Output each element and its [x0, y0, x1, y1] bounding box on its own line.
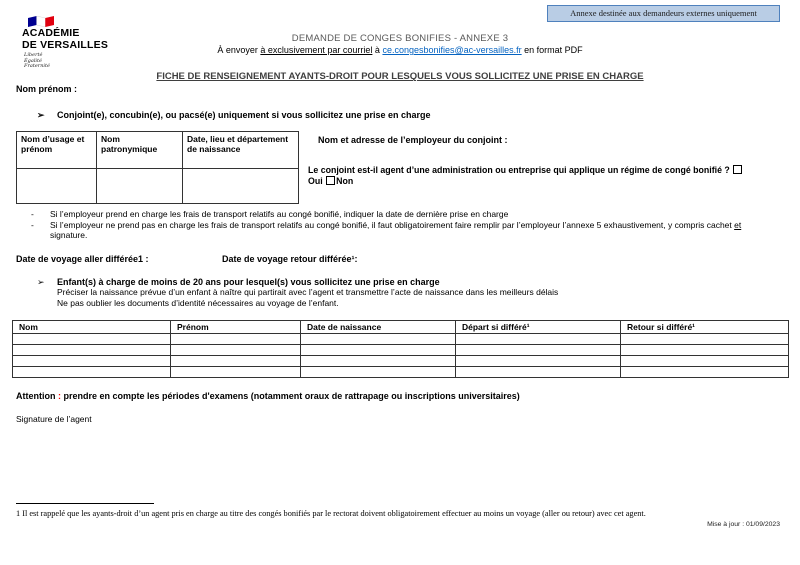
spouse-table: [16, 131, 299, 204]
motto-line: Liberté: [24, 52, 43, 58]
empty-cell: [171, 367, 301, 378]
last-updated: Mise à jour : 01/09/2023: [707, 521, 780, 528]
dash-bullet-icon: -: [31, 209, 34, 219]
children-section-text: [57, 277, 558, 308]
empty-cell: [621, 356, 789, 367]
children-col-nom: Nom: [13, 321, 171, 334]
attention-note: [16, 391, 520, 401]
document-title: DEMANDE DE CONGES BONIFIES - ANNEXE 3: [291, 33, 509, 44]
empty-cell: [171, 356, 301, 367]
spouse-bullet-text: Conjoint(e), concubin(e), ou pacsé(e) uniquement si vous sollicitez une prise en charge: [57, 110, 431, 120]
empty-cell: [456, 345, 621, 356]
send-connector: à: [372, 45, 383, 55]
note-text-underlined: et: [734, 220, 742, 230]
empty-cell: [621, 334, 789, 345]
children-col-retour: Retour si différé¹: [621, 321, 789, 334]
signature-label: Signature de l’agent: [16, 414, 92, 424]
empty-cell: [301, 345, 456, 356]
email-link[interactable]: ce.congesbonifies@ac-versailles.fr: [382, 45, 522, 55]
list-item: [31, 209, 755, 219]
empty-cell: [456, 356, 621, 367]
form-subtitle: [0, 71, 800, 82]
spouse-cell-usage-name: [17, 169, 97, 204]
empty-cell: [171, 345, 301, 356]
name-field-label: Nom prénom :: [16, 84, 78, 94]
note-text: Si l’employeur prend en charge les frais de transport relatifs au congé bonifié, indiquer la date de dernière prise en charge: [50, 209, 509, 219]
academy-name-line1: ACADÉMIE: [22, 27, 80, 39]
academy-name-line2: DE VERSAILLES: [22, 39, 109, 51]
table-row: [13, 334, 789, 345]
no-label: Non: [336, 176, 354, 186]
attention-colon: :: [55, 391, 64, 401]
spouse-agent-question-text: Le conjoint est-il agent d’une administration ou entreprise qui applique un régime de congé bonifié ?: [308, 165, 730, 175]
spouse-table-empty-row: [17, 169, 299, 204]
attention-rest: prendre en compte les périodes d'examens (notamment oraux de rattrapage ou inscriptions universitaires): [63, 391, 520, 401]
empty-cell: [456, 334, 621, 345]
yes-label: Oui: [308, 176, 323, 186]
children-table-header-row: [13, 321, 789, 334]
table-row: [13, 367, 789, 378]
travel-out-label: Date de voyage aller différée1 :: [16, 254, 149, 264]
empty-cell: [621, 367, 789, 378]
table-row: [13, 345, 789, 356]
checkbox-yes[interactable]: [733, 165, 742, 174]
children-col-prenom: Prénom: [171, 321, 301, 334]
empty-cell: [621, 345, 789, 356]
spouse-section-bullet: [37, 110, 431, 121]
attention-word: Attention: [16, 391, 56, 401]
empty-cell: [301, 356, 456, 367]
table-row: [13, 356, 789, 367]
children-note-2: Ne pas oublier les documents d’identité nécessaires au voyage de l’enfant.: [57, 297, 339, 308]
empty-cell: [13, 367, 171, 378]
children-col-depart: Départ si différé¹: [456, 321, 621, 334]
motto-line: Égalité: [24, 57, 42, 64]
spouse-cell-patronymic: [97, 169, 183, 204]
travel-return-label: Date de voyage retour différée¹:: [222, 254, 358, 264]
note-text-post: signature.: [50, 230, 88, 240]
empty-cell: [301, 367, 456, 378]
empty-cell: [171, 334, 301, 345]
external-applicants-banner: Annexe destinée aux demandeurs externes uniquement: [547, 5, 780, 22]
send-underlined: à exclusivement par courriel: [260, 45, 373, 55]
spouse-col-usage-name: Nom d’usage et prénom: [17, 132, 97, 169]
note-text: [50, 220, 755, 240]
empty-cell: [301, 334, 456, 345]
empty-cell: [13, 345, 171, 356]
motto-line: Fraternité: [24, 63, 50, 70]
send-prefix: À envoyer: [217, 45, 261, 55]
spouse-col-birth: Date, lieu et département de naissance: [183, 132, 299, 169]
spouse-cell-birth: [183, 169, 299, 204]
empty-cell: [13, 334, 171, 345]
spouse-col-patronymic: Nom patronymique: [97, 132, 183, 169]
dash-bullet-icon: -: [31, 220, 34, 230]
transport-notes-list: [31, 209, 755, 241]
empty-cell: [13, 356, 171, 367]
children-col-birthdate: Date de naissance: [301, 321, 456, 334]
send-suffix: en format PDF: [521, 45, 583, 55]
children-table: [12, 320, 789, 378]
arrow-bullet-icon: ➢: [37, 277, 45, 287]
spouse-agent-question: [308, 165, 792, 187]
spouse-employer-label: Nom et adresse de l’employeur du conjoint :: [318, 135, 508, 145]
footnote-text: 1 Il est rappelé que les ayants-droit d’un agent pris en charge au titre des congés bonifiés par le rectorat doivent obligatoirement effectuer au moins un voyage (aller ou retour) avec cet agent.: [16, 509, 646, 518]
list-item: [31, 220, 755, 240]
footnote-divider: [16, 503, 154, 504]
children-section: [37, 277, 767, 308]
note-text-pre: Si l’employeur ne prend pas en charge les frais de transport relatifs au congé bonifié, il faut obligatoirement faire remplir par l’employeur l’annexe 5 exhaustivement, y compris cachet: [50, 220, 735, 230]
form-subtitle-text: FICHE DE RENSEIGNEMENT AYANTS-DROIT POUR LESQUELS VOUS SOLLICITEZ UNE PRISE EN CHARGE: [156, 71, 644, 82]
children-bullet-text: Enfant(s) à charge de moins de 20 ans pour lesquel(s) vous sollicitez une prise en charge: [57, 277, 440, 287]
republic-motto: [24, 53, 50, 70]
children-note-1: Préciser la naissance prévue d’un enfant à naître qui partirait avec l’agent et transmettre l’acte de naissance dans les meilleurs délais: [57, 287, 559, 298]
spouse-table-header-row: [17, 132, 299, 169]
arrow-bullet-icon: ➢: [37, 110, 45, 120]
send-instruction: [0, 45, 800, 55]
checkbox-no[interactable]: [326, 176, 335, 185]
empty-cell: [456, 367, 621, 378]
